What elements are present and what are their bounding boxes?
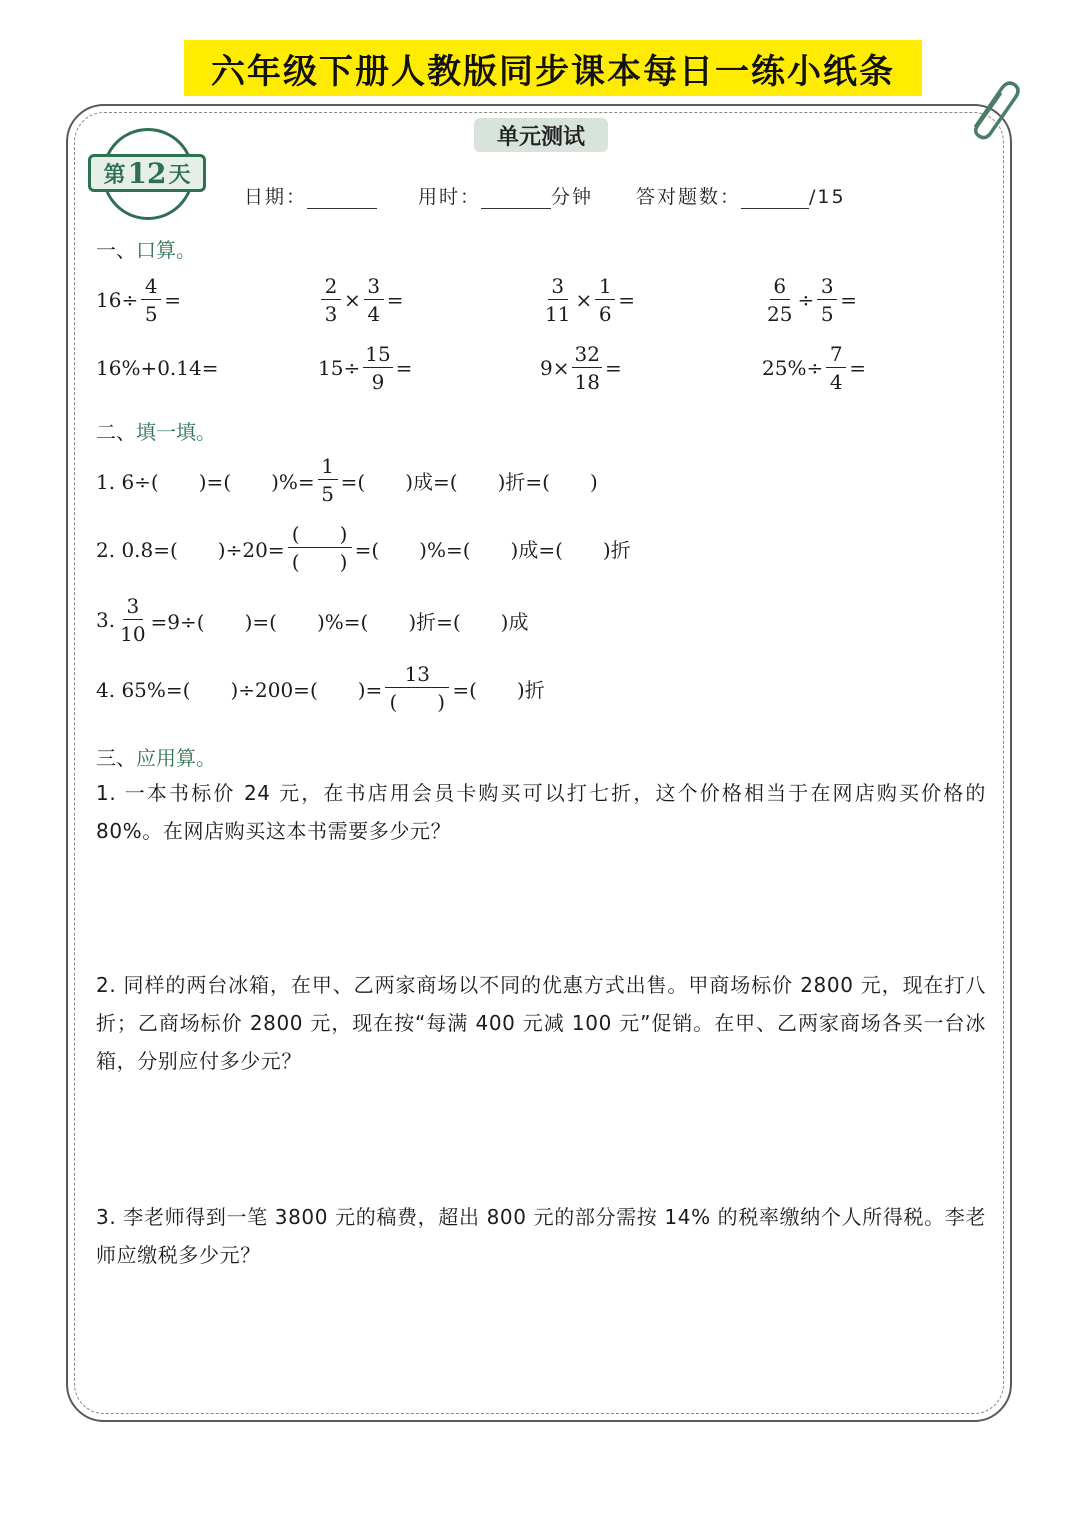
fill-q3 bbox=[96, 596, 529, 644]
numerator: 6 bbox=[770, 276, 790, 300]
fraction bbox=[826, 344, 846, 392]
fill-q2-part-e: =( ) bbox=[538, 537, 611, 562]
denominator: ( ) bbox=[389, 690, 446, 714]
denominator: 10 bbox=[120, 622, 146, 646]
denominator: 9 bbox=[371, 370, 385, 394]
denominator: 5 bbox=[820, 302, 834, 326]
denominator: 4 bbox=[829, 370, 843, 394]
denominator: 4 bbox=[367, 302, 381, 326]
fraction bbox=[118, 596, 147, 644]
fill-q4-part-b: =( ) bbox=[452, 677, 525, 702]
time-blank[interactable] bbox=[481, 186, 551, 209]
denominator: 3 bbox=[324, 302, 338, 326]
fraction bbox=[385, 664, 449, 712]
denominator: 5 bbox=[144, 302, 158, 326]
section3-title: 应用算。 bbox=[136, 746, 216, 770]
problem-2: 2. 同样的两台冰箱，在甲、乙两家商场以不同的优惠方式出售。甲商场标价 2800 元，现在打八折；乙商场标价 2800 元，现在按“每满 400 元减 100 元”促销。在甲、乙两家商场各买一台冰箱，分别应付多少元？ bbox=[96, 973, 986, 1073]
section2-num: 二、 bbox=[96, 420, 136, 444]
oral-q5-text: 16%+0.14= bbox=[96, 356, 219, 380]
fill-q1-cheng: 成 bbox=[413, 469, 434, 494]
oral-q6 bbox=[318, 344, 412, 392]
fill-q1-part-b: =( ) bbox=[340, 469, 414, 494]
oral-q2 bbox=[318, 276, 404, 324]
section-oral-heading bbox=[96, 234, 196, 263]
fraction bbox=[288, 524, 352, 572]
fill-q3-number: 3. bbox=[96, 608, 116, 632]
fill-q3-zhe: 折 bbox=[416, 609, 437, 634]
numerator: 3 bbox=[123, 596, 143, 620]
time-unit: 分钟 bbox=[551, 186, 594, 208]
numerator: 2 bbox=[321, 276, 341, 300]
denominator: 25 bbox=[767, 302, 793, 326]
oral-q6-lead: 15÷ bbox=[318, 356, 361, 380]
numerator: 13 bbox=[385, 664, 449, 688]
fill-q1-part-a: 1. 6÷( )=( )%= bbox=[96, 469, 315, 494]
day-badge-ribbon bbox=[88, 154, 206, 192]
numerator: ( ) bbox=[288, 524, 352, 548]
fill-q2-cheng: 成 bbox=[518, 537, 539, 562]
fill-q1-part-e: =( ) bbox=[433, 469, 506, 494]
equals-sign: = bbox=[164, 288, 181, 312]
numerator: 3 bbox=[817, 276, 837, 300]
score-blank[interactable] bbox=[741, 186, 809, 209]
day-prefix: 第 bbox=[103, 161, 126, 188]
oral-q1 bbox=[96, 276, 181, 324]
equals-sign: = bbox=[618, 288, 635, 312]
numerator: 15 bbox=[365, 342, 391, 366]
equals-sign: = bbox=[604, 356, 622, 380]
denominator: 5 bbox=[321, 482, 335, 506]
denominator: 11 bbox=[545, 302, 571, 326]
section-apply-heading bbox=[96, 742, 216, 771]
fraction bbox=[318, 456, 338, 504]
section-fill-heading bbox=[96, 416, 216, 445]
numerator: 4 bbox=[141, 276, 161, 300]
date-field bbox=[244, 182, 377, 209]
paperclip-icon bbox=[962, 76, 1022, 142]
operator: ÷ bbox=[797, 288, 815, 312]
equals-sign: = bbox=[386, 288, 404, 312]
date-label: 日期： bbox=[244, 186, 308, 208]
fill-q3-cheng: 成 bbox=[508, 609, 529, 634]
section1-title: 口算。 bbox=[136, 238, 196, 262]
equals-sign: = bbox=[395, 356, 413, 380]
fill-q1 bbox=[96, 456, 598, 504]
problem-1: 1. 一本书标价 24 元，在书店用会员卡购买可以打七折，这个价格相当于在网店购买价格的 80%。在网店购买这本书需要多少元？ bbox=[96, 781, 986, 843]
day-number: 12 bbox=[127, 156, 167, 190]
denominator: 18 bbox=[574, 370, 600, 394]
problem-3: 3. 李老师得到一笔 3800 元的稿费，超出 800 元的部分需按 14% 的税率缴纳个人所得税。李老师应缴税多少元？ bbox=[96, 1205, 986, 1267]
score-total: /15 bbox=[809, 186, 846, 208]
section3-num: 三、 bbox=[96, 746, 136, 770]
time-field bbox=[418, 182, 593, 209]
fill-q3-part-e: =( ) bbox=[436, 609, 509, 634]
numerator: 32 bbox=[574, 342, 600, 366]
equals-sign: = bbox=[849, 356, 866, 380]
numerator: 1 bbox=[595, 276, 615, 300]
equals-sign: = bbox=[840, 288, 857, 312]
oral-q1-lead: 16÷ bbox=[96, 288, 139, 312]
fill-q4 bbox=[96, 664, 545, 712]
section1-num: 一、 bbox=[96, 238, 136, 262]
fraction bbox=[765, 276, 794, 324]
oral-q8-lead: 25%÷ bbox=[762, 356, 824, 380]
page-title: 六年级下册人教版同步课本每日一练小纸条 bbox=[211, 51, 895, 92]
fraction bbox=[543, 276, 572, 324]
fill-q1-zhe: 折 bbox=[505, 469, 526, 494]
fill-q1-part-g: =( ) bbox=[525, 469, 598, 494]
fraction bbox=[141, 276, 161, 324]
oral-q7 bbox=[540, 344, 622, 392]
fill-q2 bbox=[96, 524, 631, 572]
fill-q4-part-a: 4. 65%=( )÷200=( )= bbox=[96, 677, 383, 702]
fraction bbox=[595, 276, 615, 324]
day-badge bbox=[88, 128, 206, 220]
operator: × bbox=[344, 288, 361, 312]
numerator: 3 bbox=[364, 276, 384, 300]
fraction bbox=[364, 276, 384, 324]
fill-q4-zhe: 折 bbox=[524, 677, 545, 702]
numerator: 3 bbox=[548, 276, 568, 300]
oral-q7-lead: 9× bbox=[540, 356, 570, 380]
denominator: ( ) bbox=[291, 550, 348, 574]
fill-q2-part-b: =( )%=( ) bbox=[354, 537, 519, 562]
numerator: 7 bbox=[826, 344, 846, 368]
oral-q3 bbox=[540, 276, 635, 324]
day-suffix: 天 bbox=[168, 161, 191, 188]
section2-title: 填一填。 bbox=[136, 420, 216, 444]
fill-q3-part-b: =9÷( )=( )%=( ) bbox=[150, 609, 417, 634]
fill-q2-part-a: 2. 0.8=( )÷20= bbox=[96, 537, 285, 562]
unit-test-label: 单元测试 bbox=[496, 124, 585, 150]
fraction bbox=[363, 344, 392, 392]
fill-q2-zhe: 折 bbox=[610, 537, 631, 562]
page-title-banner bbox=[184, 40, 922, 96]
oral-q4 bbox=[762, 276, 857, 324]
fraction bbox=[572, 344, 601, 392]
score-field bbox=[636, 182, 846, 209]
date-blank[interactable] bbox=[307, 186, 377, 209]
time-label: 用时： bbox=[418, 186, 482, 208]
fraction bbox=[817, 276, 837, 324]
operator: × bbox=[575, 288, 593, 312]
denominator: 6 bbox=[598, 302, 612, 326]
fraction bbox=[321, 276, 341, 324]
oral-q5 bbox=[96, 356, 219, 380]
oral-q8 bbox=[762, 344, 866, 392]
score-label: 答对题数： bbox=[636, 186, 742, 208]
numerator: 1 bbox=[318, 456, 338, 480]
unit-test-tab bbox=[474, 118, 608, 152]
